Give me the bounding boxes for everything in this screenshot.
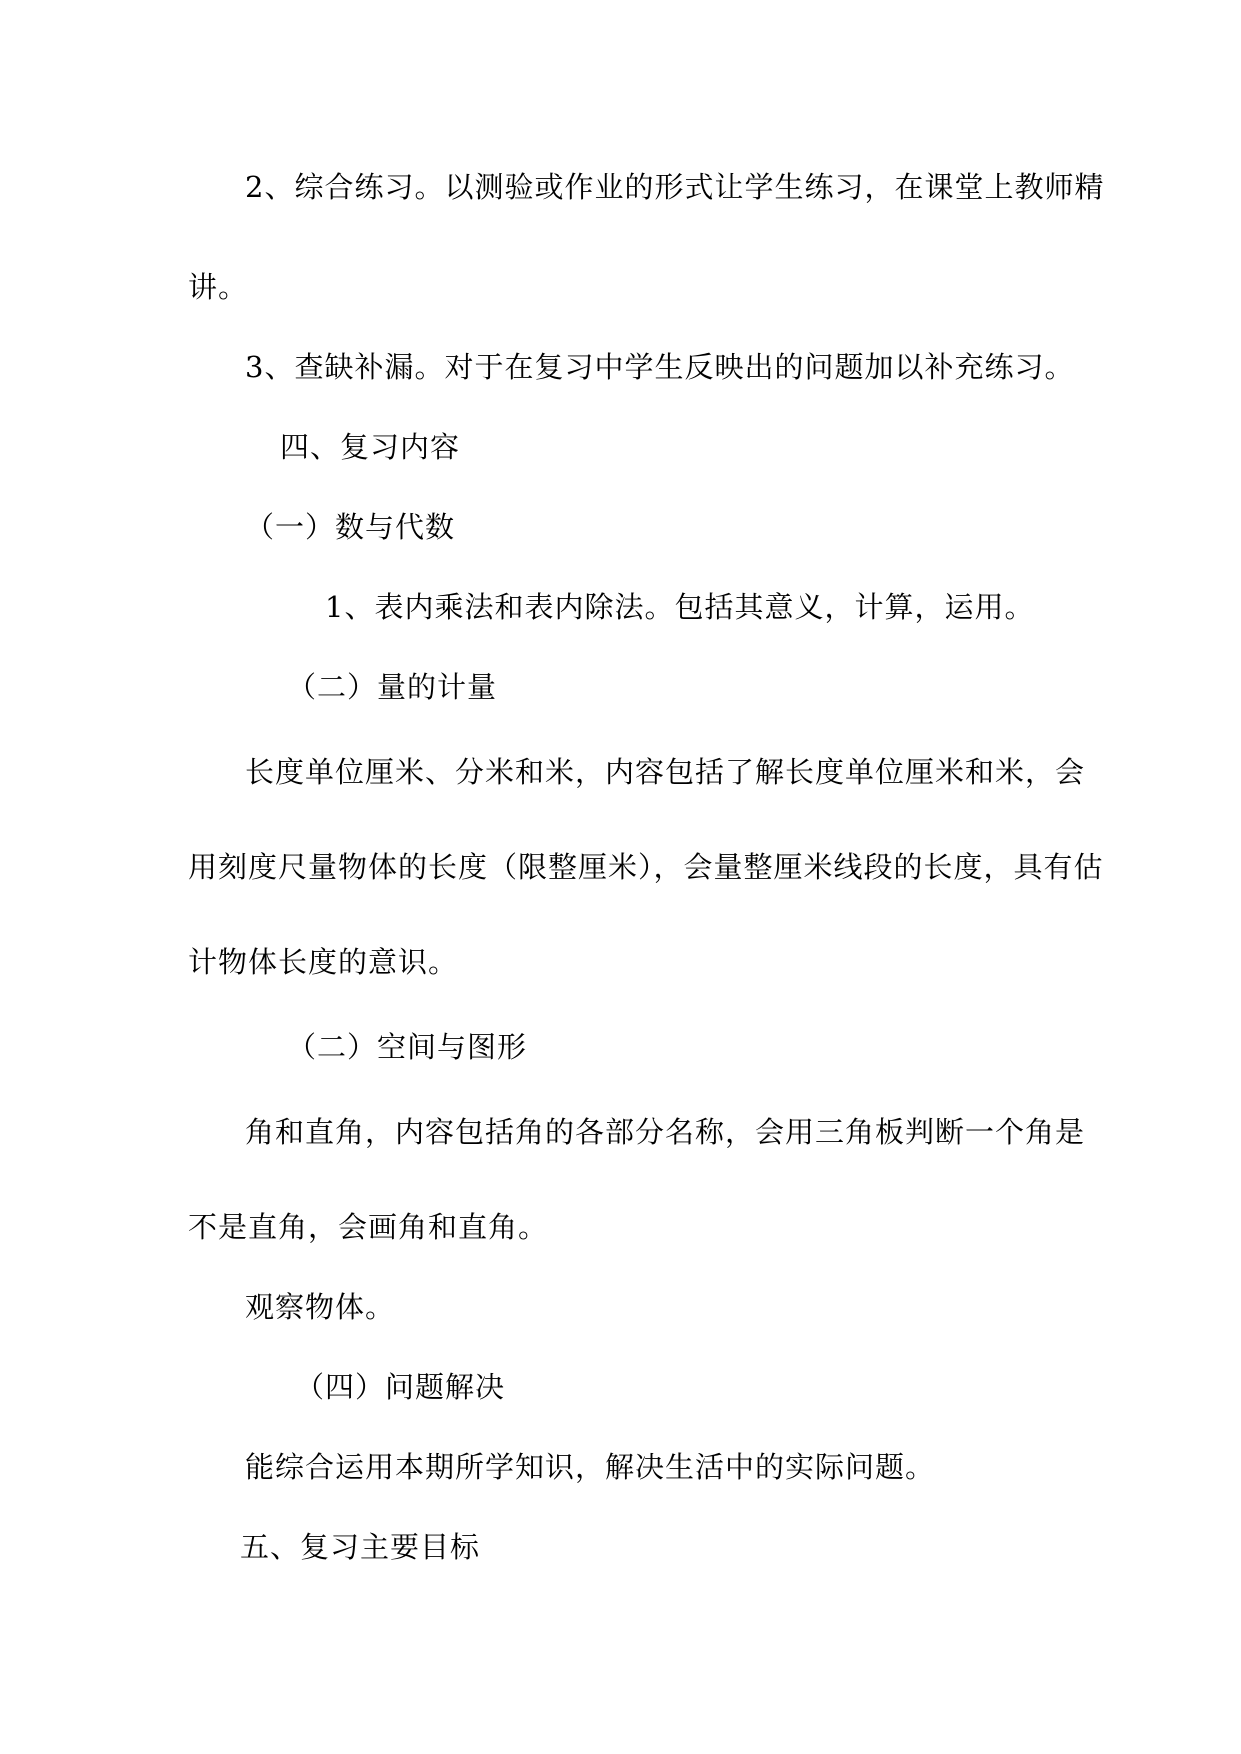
paragraph-angles-cont: 不是直角，会画角和直角。 (188, 1210, 549, 1244)
subheading-space-shapes: （二）空间与图形 (287, 1030, 528, 1064)
subheading-problem-solving: （四）问题解决 (295, 1370, 506, 1404)
paragraph-angles: 角和直角，内容包括角的各部分名称，会用三角板判断一个角是 (245, 1115, 1086, 1149)
paragraph-multiplication-division: 1、表内乘法和表内除法。包括其意义，计算，运用。 (325, 590, 1035, 624)
section-heading-review-goals: 五、复习主要目标 (240, 1530, 481, 1564)
subheading-numbers-algebra: （一）数与代数 (245, 510, 456, 544)
paragraph-apply-knowledge: 能综合运用本期所学知识，解决生活中的实际问题。 (245, 1450, 936, 1484)
paragraph-comprehensive-practice-cont: 讲。 (188, 270, 249, 304)
section-heading-review-content: 四、复习内容 (280, 430, 461, 464)
subheading-measurement: （二）量的计量 (287, 670, 498, 704)
paragraph-length-units: 长度单位厘米、分米和米，内容包括了解长度单位厘米和米，会 (245, 755, 1086, 789)
paragraph-comprehensive-practice: 2、综合练习。以测验或作业的形式让学生练习，在课堂上教师精 (245, 170, 1105, 204)
paragraph-fill-gaps: 3、查缺补漏。对于在复习中学生反映出的问题加以补充练习。 (245, 350, 1075, 384)
paragraph-length-units-end: 计物体长度的意识。 (188, 945, 459, 979)
paragraph-length-units-cont: 用刻度尺量物体的长度（限整厘米），会量整厘米线段的长度，具有估 (188, 850, 1104, 884)
paragraph-observe-objects: 观察物体。 (245, 1290, 396, 1324)
